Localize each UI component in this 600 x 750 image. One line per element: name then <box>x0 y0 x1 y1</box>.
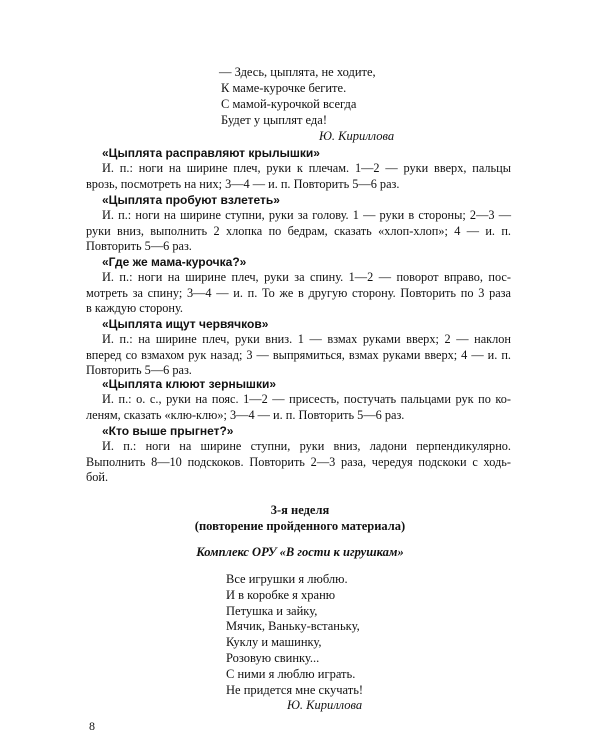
exercise-6 <box>86 424 511 486</box>
exercise-text <box>86 392 511 423</box>
exercise-text <box>86 208 511 254</box>
exercise-5 <box>86 377 511 423</box>
exercise-line: Выполнить 8—10 подскоков. Повторить 2—3 раза, чередуя подскоки с ходь- <box>86 454 511 469</box>
poem-line: Розовую свинку... <box>226 650 320 665</box>
exercise-line: мотреть за спину; 3—4 — и. п. То же в другую сторону. Повторить по 3 раза <box>86 285 511 300</box>
exercise-line: И. п.: на ширине плеч, руки вниз. 1 — взмах руками вверх; 2 — наклон <box>102 332 511 347</box>
poem-line: Будет у цыплят еда! <box>221 113 328 127</box>
page-number: 8 <box>89 719 95 733</box>
exercise-text <box>86 270 511 316</box>
poem-line: Мячик, Ваньку-встаньку, <box>226 619 360 634</box>
poem-line: Все игрушки я люблю. <box>226 572 348 586</box>
poem-chickens <box>219 64 394 144</box>
exercise-title: «Цыплята клюют зернышки» <box>102 377 276 391</box>
exercise-line: в каждую сторону. <box>86 301 183 316</box>
poem-author: Ю. Кириллова <box>319 129 395 143</box>
poem-author: Ю. Кириллова <box>287 698 363 713</box>
exercise-line: руки вниз, выполнить 2 хлопка по бедрам, сказать «хлоп-хлоп»; 4 — и. п. <box>86 223 511 238</box>
exercise-3 <box>86 255 511 317</box>
exercise-line: И. п.: ноги на ширине плеч, руки за спину. 1—2 — поворот вправо, пос- <box>102 270 511 285</box>
poem-line: С ними я люблю играть. <box>226 666 356 681</box>
exercise-4 <box>86 317 511 379</box>
exercise-line: леням, сказать «клю-клю»; 3—4 — и. п. Повторить 5—6 раз. <box>86 407 405 422</box>
exercise-line: И. п.: ноги на ширине ступни, руки вниз, ладони перпендикулярно. <box>102 439 511 454</box>
exercise-line: бой. <box>86 470 109 485</box>
exercise-2 <box>86 193 511 255</box>
exercise-line: вперед со взмахом рук назад; 3 — выпрямиться, взмах руками вверх; 4 — и. п. <box>86 347 511 362</box>
poem-line: Куклу и машинку, <box>226 635 322 650</box>
exercise-line: Повторить 5—6 раз. <box>86 363 192 378</box>
exercise-line: И. п.: ноги на ширине плеч, руки к плечам. 1—2 — руки вверх, пальцы <box>102 161 511 176</box>
week-subtitle: (повторение пройденного материала) <box>194 519 406 533</box>
exercise-title: «Где же мама-курочка?» <box>102 255 247 269</box>
poem-line: Петушка и зайку, <box>226 603 318 618</box>
exercise-title: «Цыплята ищут червячков» <box>102 317 269 331</box>
exercise-text <box>86 161 511 192</box>
week-title: 3-я неделя <box>270 503 330 517</box>
exercise-text <box>86 332 511 378</box>
exercise-text <box>86 439 511 485</box>
exercise-title: «Цыплята расправляют крылышки» <box>102 146 320 160</box>
exercise-title: «Цыплята пробуют взлететь» <box>102 193 280 207</box>
poem-toys <box>226 572 363 714</box>
exercise-line: Повторить 5—6 раз. <box>86 239 192 254</box>
exercise-title: «Кто выше прыгнет?» <box>102 424 234 438</box>
exercise-1 <box>86 146 511 192</box>
exercise-line: врозь, посмотреть на них; 3—4 — и. п. Повторить 5—6 раз. <box>86 176 400 191</box>
poem-line: — Здесь, цыплята, не ходите, <box>219 65 376 79</box>
exercise-line: И. п.: о. с., руки на пояс. 1—2 — присесть, постучать пальцами рук по ко- <box>102 392 511 407</box>
poem-line: И в коробке я храню <box>226 587 336 602</box>
poem-line: Не придется мне скучать! <box>226 682 364 697</box>
exercise-line: И. п.: ноги на ширине ступни, руки за голову. 1 — руки в стороны; 2—3 — <box>102 208 511 223</box>
complex-title: Комплекс ОРУ «В гости к игрушкам» <box>196 545 404 559</box>
poem-line: К маме-курочке бегите. <box>221 81 347 95</box>
poem-line: С мамой-курочкой всегда <box>221 97 357 111</box>
